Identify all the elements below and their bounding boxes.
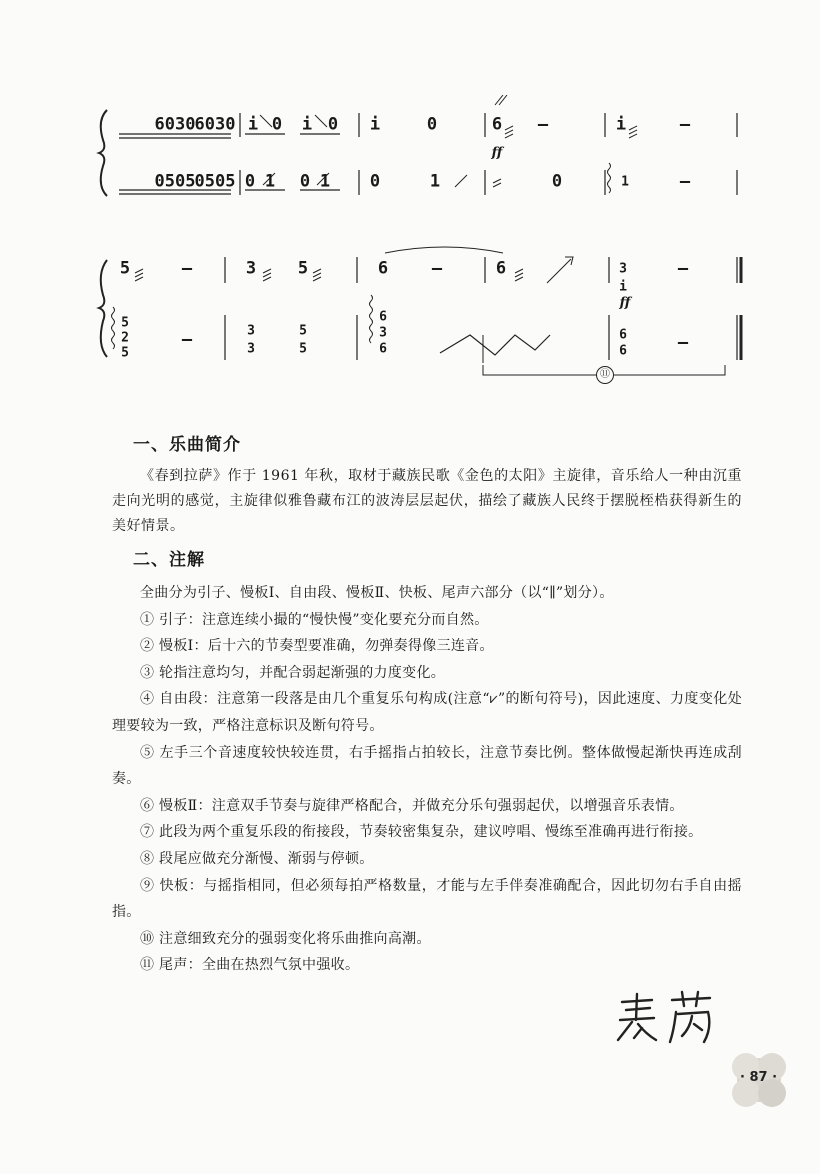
lower-chord: 6 — [619, 327, 627, 343]
lower-chord: 3 — [247, 323, 255, 339]
upper-note: 5 — [297, 258, 309, 279]
lower-chord: 5 — [299, 323, 307, 339]
upper-note: 6 — [495, 258, 507, 279]
lower-note: 1 — [319, 171, 331, 192]
lower-note: 1 — [429, 171, 441, 192]
lower-chord: 6 — [379, 341, 387, 357]
page-number: · 87 · — [740, 1070, 778, 1085]
lower-chord: 6 — [619, 343, 627, 359]
upper-note: i — [369, 114, 381, 135]
upper-note: – — [679, 114, 691, 135]
staff-lines-2 — [95, 245, 755, 385]
section-heading-notes: 二、注解 — [133, 550, 205, 570]
lower-note: 0 — [551, 171, 563, 192]
lower-chord: 6 — [379, 309, 387, 325]
upper-note: 3 — [245, 258, 257, 279]
lower-note: 0 — [244, 171, 256, 192]
lower-note: – — [181, 329, 193, 350]
lower-note: – — [677, 332, 689, 353]
lower-note: 0 — [299, 171, 311, 192]
upper-note: 0 — [271, 114, 283, 135]
upper-chord: 3 — [619, 261, 627, 277]
note-item-2: ② 慢板Ⅰ：后十六的节奏型要准确，勿弹奏得像三连音。 — [140, 638, 494, 655]
lower-chord: 5 — [121, 315, 129, 331]
upper-note: i — [247, 114, 259, 135]
intro-paragraph — [112, 464, 742, 539]
upper-note: 0 — [327, 114, 339, 135]
note-item-6: ⑥ 慢板Ⅱ：注意双手节奏与旋律严格配合，并做充分乐句强弱起伏，以增强音乐表情。 — [140, 797, 684, 814]
upper-chord: i — [619, 279, 627, 295]
upper-note: 5 — [119, 258, 131, 279]
score-system-2 — [95, 245, 755, 385]
lower-note: 1 — [264, 171, 276, 192]
note-item-1: ① 引子：注意连续小撮的“慢快慢”变化要充分而自然。 — [140, 611, 489, 628]
section-heading-intro: 一、乐曲简介 — [133, 435, 241, 455]
dynamic-ff: ff — [491, 145, 503, 161]
section-mark-11: ⑪ — [596, 366, 614, 384]
upper-note: 0 — [426, 114, 438, 135]
dynamic-ff: ff — [619, 295, 631, 311]
lower-chord: 5 — [299, 341, 307, 357]
note-item-10: ⑩ 注意细致充分的强弱变化将乐曲推向高潮。 — [140, 930, 431, 947]
lower-note: 0505 — [194, 171, 236, 192]
lower-note: – — [679, 171, 691, 192]
lower-chord: 2 — [121, 330, 129, 346]
lower-note: 0 — [369, 171, 381, 192]
lower-chord: 5 — [121, 345, 129, 361]
upper-note: 6 — [377, 258, 389, 279]
upper-note: – — [537, 114, 549, 135]
upper-note: 6 — [491, 114, 503, 135]
notes-intro: 全曲分为引子、慢板Ⅰ、自由段、慢板Ⅱ、快板、尾声六部分（以“∥”划分）。 — [140, 585, 614, 601]
note-item-8: ⑧ 段尾应做充分渐慢、渐弱与停顿。 — [140, 850, 374, 867]
note-item-5: ⑤ 左手三个音速度较快较连贯，右手摇指占拍较长，注意节奏比例。整体做慢起渐快再连成刮奏。 — [112, 744, 742, 788]
notes-list — [112, 580, 742, 979]
upper-notes-1d: 6030 — [194, 114, 236, 135]
upper-note: – — [431, 258, 443, 279]
lower-chord: 3 — [379, 325, 387, 341]
note-item-4: ④ 自由段：注意第一段落是由几个重复乐句构成(注意“⩗”的断句符号)，因此速度、力度变化处理要较为一致，严格注意标识及断句符号。 — [112, 691, 742, 734]
upper-note: i — [301, 114, 313, 135]
upper-note: – — [677, 258, 689, 279]
lower-chord: 3 — [247, 341, 255, 357]
note-item-11: ⑪ 尾声：全曲在热烈气氛中强收。 — [140, 957, 360, 974]
note-item-3: ③ 轮指注意均匀，并配合弱起渐强的力度变化。 — [140, 664, 446, 681]
note-item-9: ⑨ 快板：与摇指相同，但必须每拍严格数量，才能与左手伴奏准确配合，因此切勿右手自由摇指。 — [112, 877, 742, 921]
note-item-7: ⑦ 此段为两个重复乐段的衔接段，节奏较密集复杂，建议哼唱、慢练至准确再进行衔接。 — [140, 824, 703, 841]
score-system-1 — [95, 95, 755, 205]
signature-image — [612, 990, 722, 1050]
upper-note: i — [615, 114, 627, 135]
upper-notes-1a: 6030 — [154, 114, 196, 135]
lower-chord: 1 — [621, 174, 629, 190]
upper-note: – — [181, 258, 193, 279]
lower-note: 0505 — [154, 171, 196, 192]
intro-text: 《春到拉萨》作于 1961 年秋，取材于藏族民歌《金色的太阳》主旋律，音乐给人一种由沉重走向光明的感觉，主旋律似雅鲁藏布江的波涛层层起伏，描绘了藏族人民终于摆脱桎梏获得新生的美好情景。 — [112, 468, 742, 534]
